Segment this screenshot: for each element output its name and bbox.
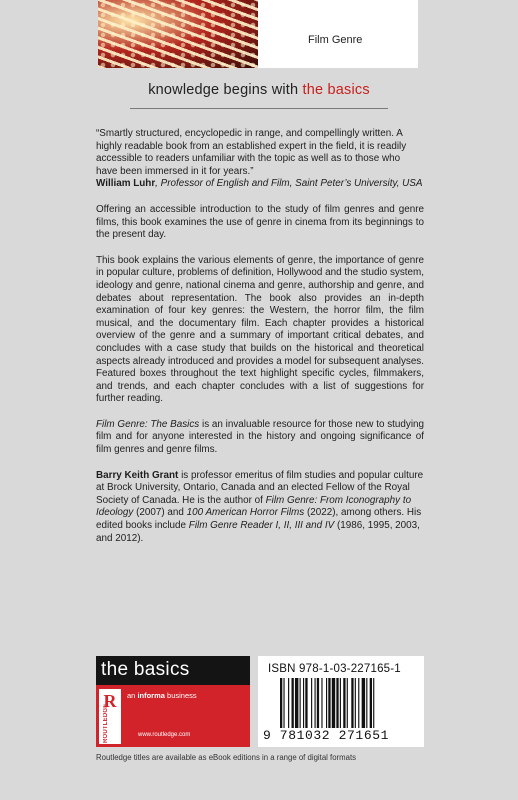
marquee-lights	[98, 0, 258, 68]
series-title: Film Genre	[308, 34, 363, 46]
barcode-bar	[303, 678, 304, 728]
barcode-bar	[321, 678, 322, 728]
author-book-2: 100 American Horror Films	[186, 507, 305, 519]
description-paragraph: This book explains the various elements of genre, the importance of genre in popular culture, problems of definition, Hollywood and the studio system, ideology and genre, national cinema and genre, authorship and genre, and debates about representation. The book also provides an in-depth examination of four key genres: the Western, the horror film, the film musical, and the documentary film. Each chapter provides a historical overview of the genre and a summary of important critical debates, and concludes with a case study that builds on the historical and theoretical aspects already introduced and provides a model for subsequent analyses. Featured boxes throughout the text highlight specific cycles, filmmakers, and trends, and each chapter concludes with a list of suggestions for further reading.	[96, 254, 424, 405]
isbn-text: ISBN 978-1-03-227165-1	[268, 663, 401, 675]
back-cover-blurb	[96, 128, 424, 558]
barcode-bar	[370, 678, 372, 728]
barcode-bar	[300, 678, 301, 728]
barcode-bar	[326, 678, 327, 728]
barcode-bar	[351, 678, 353, 728]
barcode-bar	[340, 678, 341, 728]
routledge-logo-letter: R	[103, 691, 117, 711]
author-bio-text-4: (1986, 1995, 2003, and 2012).	[96, 520, 420, 544]
author-bio-text-3: (2022), among others. His edited books include	[96, 507, 422, 532]
routledge-logo	[99, 689, 121, 744]
divider	[130, 108, 388, 109]
barcode-bar	[328, 678, 330, 728]
barcode-box	[258, 656, 424, 747]
barcode-bar	[288, 678, 289, 728]
audience-paragraph	[96, 419, 424, 457]
barcode-bar	[366, 678, 367, 728]
barcode-bar	[332, 678, 335, 728]
tagline-emphasis: the basics	[302, 82, 370, 98]
series-badge-text: the basics	[101, 659, 190, 680]
informa-line	[127, 691, 197, 700]
barcode-bar	[347, 678, 348, 728]
series-badge	[96, 656, 250, 685]
barcode-bar	[317, 678, 319, 728]
author-book-3: Film Genre Reader I, II, III and IV	[188, 520, 335, 532]
barcode-bar	[315, 678, 316, 728]
informa-bold: informa	[137, 691, 165, 700]
barcode-bar	[295, 678, 298, 728]
audience-text: is an invaluable resource for those new to studying film and for anyone interested in the history and ongoing significance of film genres and genre films.	[96, 418, 424, 456]
routledge-logo-word: ROUTLEDGE	[103, 703, 109, 743]
book-title-inline: Film Genre: The Basics	[96, 418, 200, 430]
endorsement-author: William Luhr	[96, 178, 156, 190]
barcode-bar	[362, 678, 365, 728]
barcode-bar	[305, 678, 307, 728]
informa-suffix: business	[164, 691, 197, 700]
endorsement	[96, 128, 424, 191]
publisher-panel	[96, 685, 250, 747]
barcode-bar	[373, 678, 374, 728]
endorsement-quote: “Smartly structured, encyclopedic in range, and compellingly written. A highly readable book from an established expert in the field, it is readily accessible to readers unfamiliar with the topic as well as to those who have been immersed in it for years.”	[96, 128, 407, 177]
barcode-bar	[280, 678, 282, 728]
tagline	[0, 82, 518, 98]
barcode-bar	[336, 678, 338, 728]
author-bio-text-1: is professor emeritus of film studies and popular culture at Brock University, Ontario, Canada and an elected Fellow of the Royal Society of Canada. He is the author of	[96, 469, 424, 506]
author-book-1: Film Genre: From Iconography to Ideology	[96, 494, 412, 519]
tagline-prefix: knowledge begins with	[148, 82, 303, 98]
author-name: Barry Keith Grant	[96, 469, 179, 481]
ebook-note: Routledge titles are available as eBook editions in a range of digital formats	[96, 753, 357, 762]
author-bio-text-2: (2007) and	[133, 507, 187, 519]
barcode-bar	[292, 678, 294, 728]
barcode-bars	[278, 678, 418, 728]
author-bio	[96, 470, 424, 546]
barcode-bar	[355, 678, 356, 728]
barcode-bar	[343, 678, 345, 728]
theater-marquee-photo	[98, 0, 258, 68]
barcode-bar	[311, 678, 312, 728]
publisher-website: www.routledge.com	[138, 732, 191, 738]
barcode-bar	[358, 678, 359, 728]
barcode-bar	[283, 678, 284, 728]
intro-paragraph: Offering an accessible introduction to the study of film genres and genre films, this book examines the use of genre in cinema from its beginnings to the present day.	[96, 203, 424, 241]
barcode-number: 9 781032 271651	[263, 728, 390, 743]
informa-prefix: an	[127, 691, 138, 700]
series-title-box	[258, 0, 418, 68]
endorsement-affiliation: , Professor of English and Film, Saint Peter’s University, USA	[155, 178, 423, 190]
